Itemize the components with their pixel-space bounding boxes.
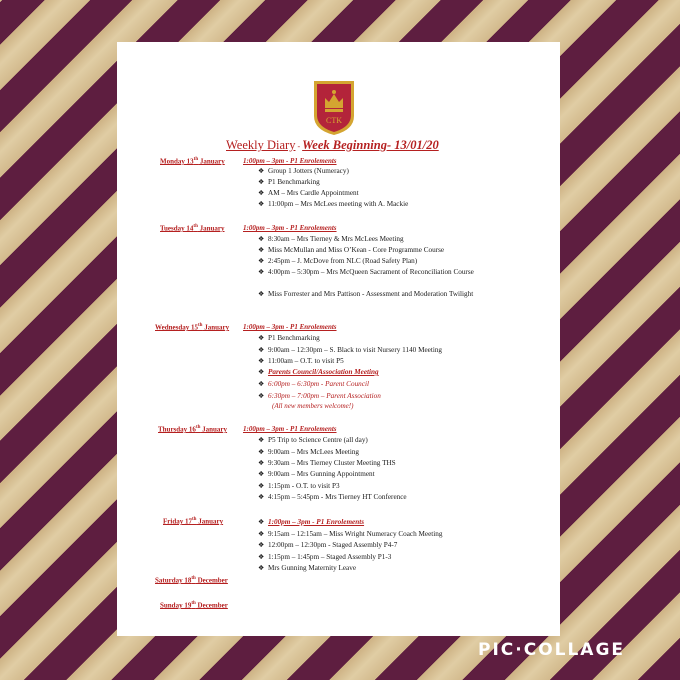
members-note: (All new members welcome!)	[272, 402, 354, 410]
page-title	[226, 138, 439, 153]
bullet-icon: ❖	[258, 257, 265, 265]
bullet-icon: ❖	[258, 448, 265, 456]
list-item: ❖ 4:00pm – 5:30pm – Mrs McQueen Sacrament of Reconciliation Course	[258, 268, 474, 276]
list-item: ❖ 8:30am – Mrs Tierney & Mrs McLees Meeting	[258, 235, 404, 243]
title-diary: Weekly Diary	[226, 138, 296, 152]
bullet-icon: ❖	[258, 541, 265, 549]
list-item: ❖ P1 Benchmarking	[258, 334, 320, 342]
title-week: Week Beginning- 13/01/20	[302, 138, 439, 152]
list-item: ❖ 1:00pm – 3pm - P1 Enrolements	[258, 518, 365, 526]
bullet-icon: ❖	[258, 189, 265, 197]
bullet-icon: ❖	[258, 246, 265, 254]
bullet-icon: ❖	[258, 436, 265, 444]
enrol-thursday: 1:00pm – 3pm - P1 Enrolements	[243, 425, 337, 433]
list-item: ❖ P5 Trip to Science Centre (all day)	[258, 436, 368, 444]
bullet-icon: ❖	[258, 518, 265, 526]
bullet-icon: ❖	[258, 470, 265, 478]
bullet-icon: ❖	[258, 368, 265, 376]
bullet-icon: ❖	[258, 530, 265, 538]
bullet-icon: ❖	[258, 493, 265, 501]
title-sep: -	[295, 142, 303, 151]
list-item: ❖ 6:00pm – 6:30pm - Parent Council	[258, 380, 369, 388]
day-friday: Friday 17th January	[163, 517, 224, 526]
list-item: ❖ 11:00am – O.T. to visit P5	[258, 357, 344, 365]
list-item: ❖ 9:15am – 12:15am – Miss Wright Numeracy Coach Meeting	[258, 530, 443, 538]
bullet-icon: ❖	[258, 564, 265, 572]
bullet-icon: ❖	[258, 346, 265, 354]
day-saturday: Saturday 18th December	[155, 576, 228, 585]
bullet-icon: ❖	[258, 459, 265, 467]
list-item: ❖ 2:45pm – J. McDove from NLC (Road Safety Plan)	[258, 257, 418, 265]
list-item: ❖ 1:15pm - O.T. to visit P3	[258, 482, 340, 490]
bullet-icon: ❖	[258, 392, 265, 400]
bullet-icon: ❖	[258, 167, 265, 175]
bullet-icon: ❖	[258, 553, 265, 561]
list-item: ❖ 9:00am – Mrs McLees Meeting	[258, 448, 360, 456]
list-item: ❖ 9:00am – Mrs Gunning Appointment	[258, 470, 375, 478]
day-thursday: Thursday 16th January	[158, 425, 228, 434]
bullet-icon: ❖	[258, 380, 265, 388]
list-item: ❖ 11:00pm – Mrs McLees meeting with A. Mackie	[258, 200, 409, 208]
list-item: ❖ Group 1 Jotters (Numeracy)	[258, 167, 349, 175]
school-crest-logo	[313, 80, 355, 136]
bullet-icon: ❖	[258, 482, 265, 490]
list-item: ❖ 9:30am – Mrs Tierney Cluster Meeting THS	[258, 459, 396, 467]
bullet-icon: ❖	[258, 178, 265, 186]
list-item: ❖ 1:15pm – 1:45pm – Staged Assembly P1-3	[258, 553, 392, 561]
list-item: ❖ AM – Mrs Cardle Appointment	[258, 189, 359, 197]
bullet-icon: ❖	[258, 357, 265, 365]
list-item: ❖ Miss McMullan and Miss O’Kean - Core Programme Course	[258, 246, 445, 254]
list-item: ❖ 6:30pm – 7:00pm – Parent Association	[258, 392, 381, 400]
list-item: ❖ Parents Council/Association Meeting	[258, 368, 379, 376]
list-item: ❖ Mrs Gunning Maternity Leave	[258, 564, 357, 572]
day-monday: Monday 13th January	[160, 157, 225, 166]
enrol-tuesday: 1:00pm – 3pm - P1 Enrolements	[243, 224, 337, 232]
bullet-icon: ❖	[258, 200, 265, 208]
bullet-icon: ❖	[258, 268, 265, 276]
day-sunday: Sunday 19th December	[160, 601, 228, 610]
bullet-icon: ❖	[258, 235, 265, 243]
pic-collage-watermark: PIC·COLLAGE	[478, 640, 626, 660]
day-tuesday: Tuesday 14th January	[160, 224, 225, 233]
list-item: ❖ 12:00pm – 12:30pm - Staged Assembly P4-7	[258, 541, 398, 549]
list-item: ❖ P1 Benchmarking	[258, 178, 320, 186]
list-item: ❖ Miss Forrester and Mrs Pattison - Assessment and Moderation Twilight	[258, 290, 474, 298]
day-wednesday: Wednesday 15th January	[155, 323, 230, 332]
list-item: ❖ 4:15pm – 5:45pm - Mrs Tierney HT Conference	[258, 493, 407, 501]
enrol-wednesday: 1:00pm – 3pm - P1 Enrolements	[243, 323, 337, 331]
list-item: ❖ 9:00am – 12:30pm – S. Black to visit Nursery 1140 Meeting	[258, 346, 443, 354]
enrol-monday: 1:00pm – 3pm - P1 Enrolements	[243, 157, 337, 165]
bullet-icon: ❖	[258, 334, 265, 342]
bullet-icon: ❖	[258, 290, 265, 298]
logo-text: CTK	[326, 116, 342, 125]
